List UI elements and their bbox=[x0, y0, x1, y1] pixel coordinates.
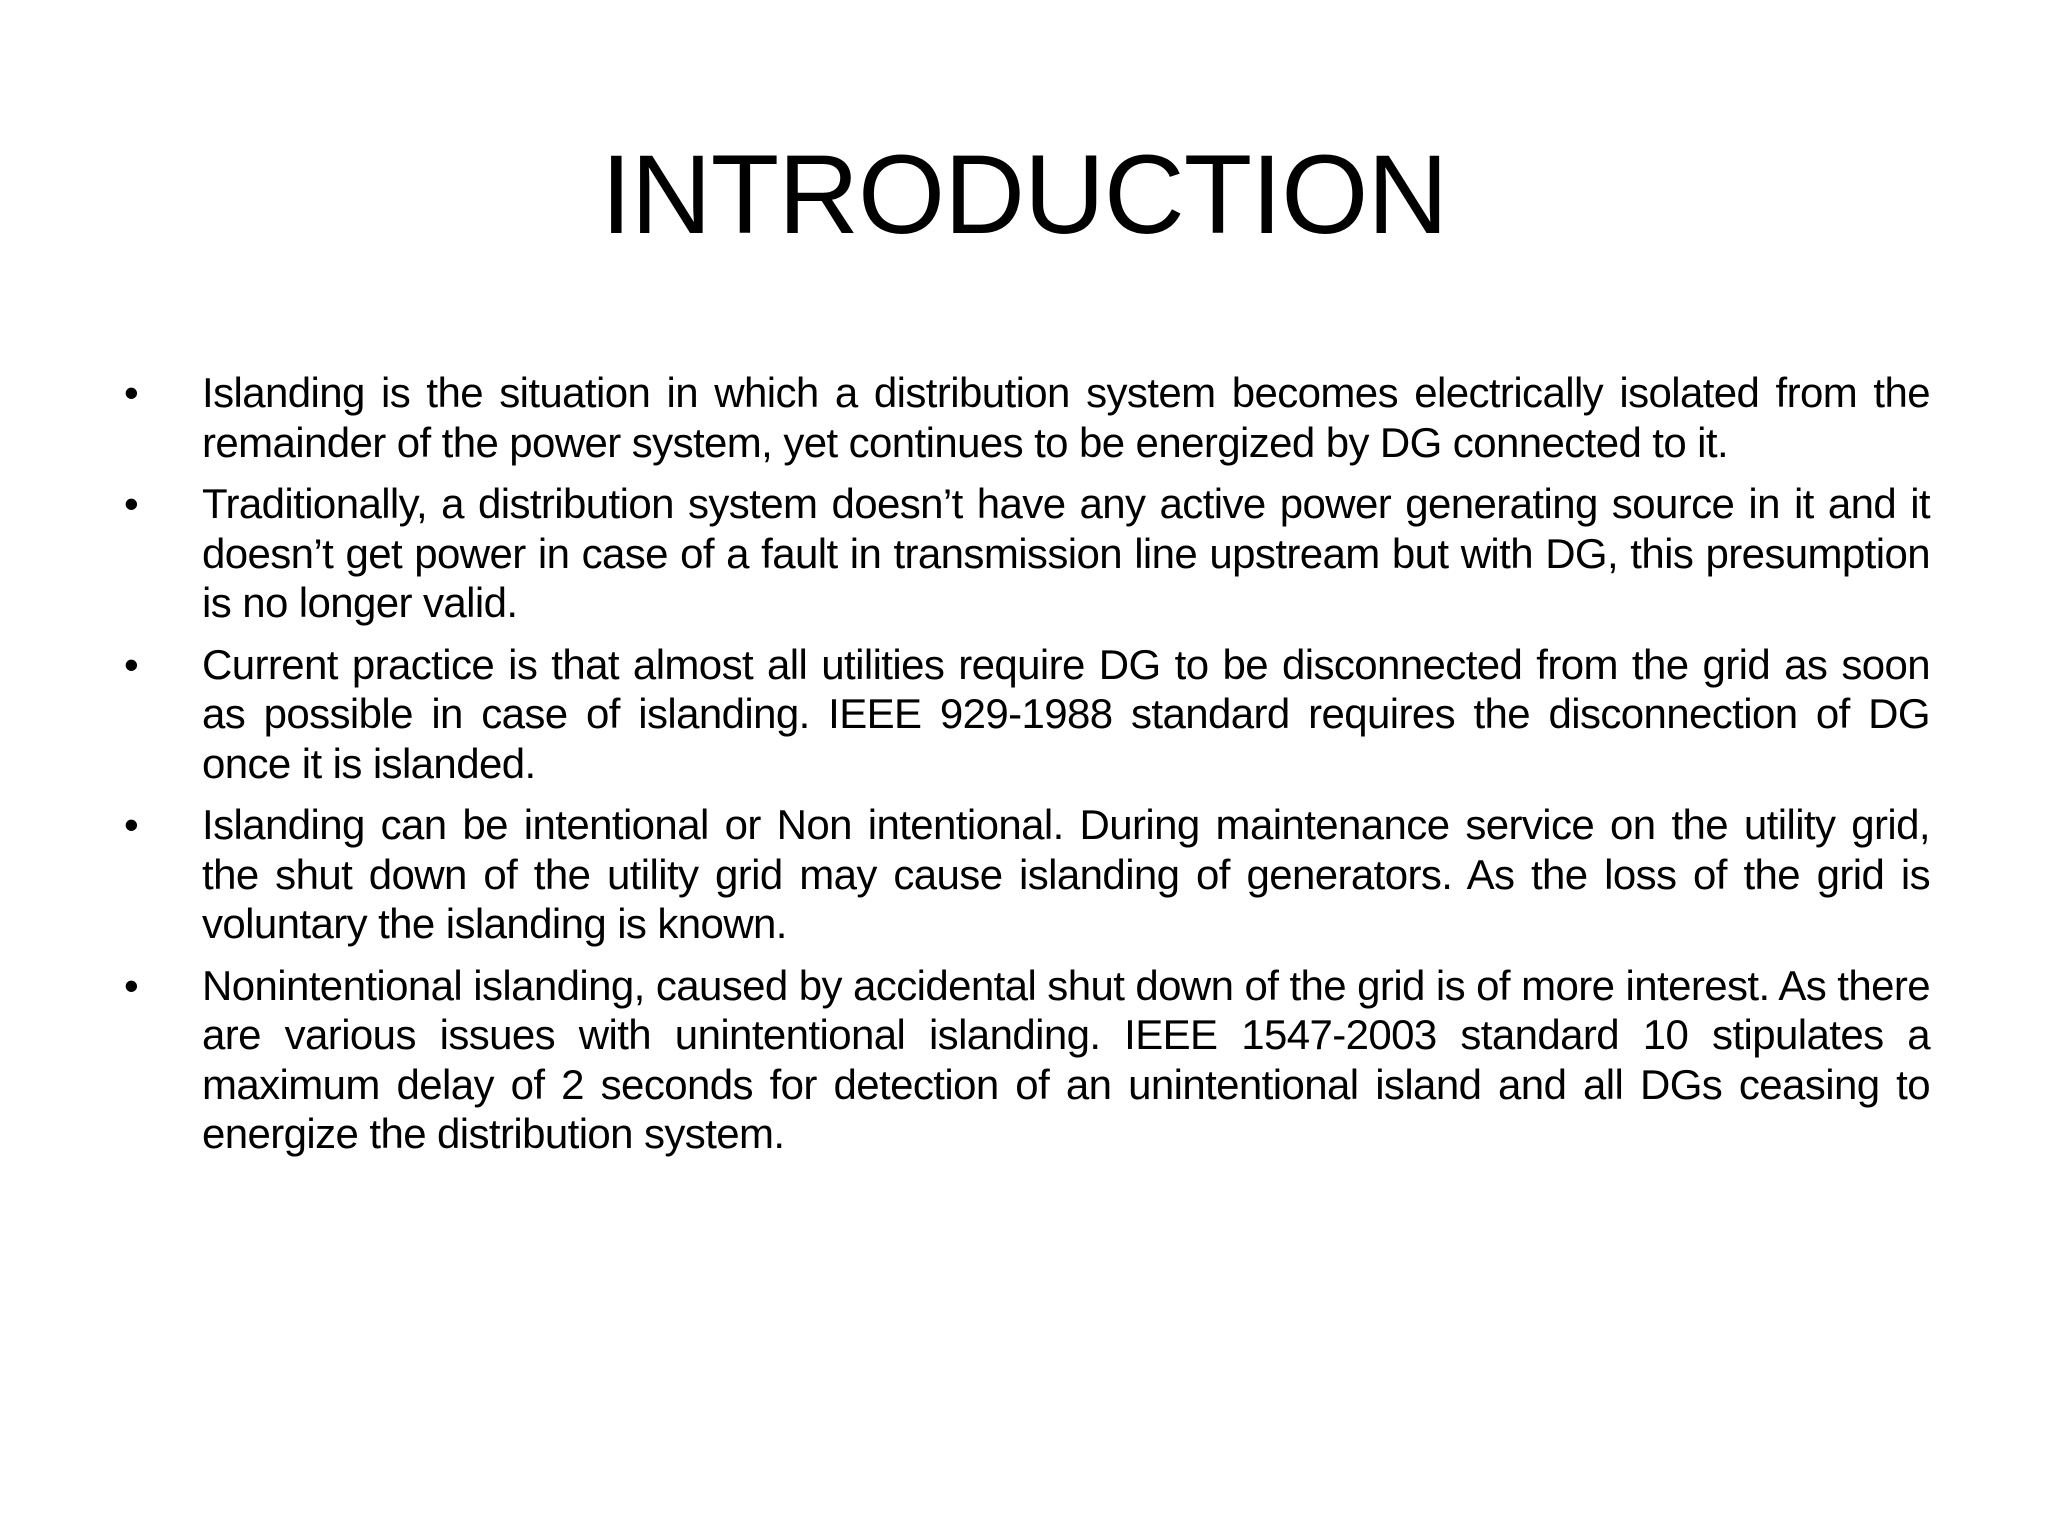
bullet-item bbox=[118, 961, 1930, 1159]
bullet-icon: • bbox=[124, 961, 139, 1009]
bullet-text: Current practice is that almost all utilities require DG to be disconnected from the grid as soon as possible in case of islanding. IEEE 929-1988 standard requires the disconnection of DG once it is islanded. bbox=[202, 640, 1930, 787]
bullet-item bbox=[118, 479, 1930, 628]
bullet-text: Nonintentional islanding, caused by accidental shut down of the grid is of more interest. As there are various issues with unintentional islanding. IEEE 1547-2003 standard 10 stipulates a maximum delay of 2 seconds for detection of an unintentional island and all DGs ceasing to energize the distribution system. bbox=[202, 961, 1930, 1157]
bullet-icon: • bbox=[124, 640, 139, 688]
bullet-text: Islanding is the situation in which a distribution system becomes electrically isolated from the remainder of the power system, yet continues to be energized by DG connected to it. bbox=[202, 369, 1930, 466]
bullet-text: Islanding can be intentional or Non intentional. During maintenance service on the utility grid, the shut down of the utility grid may cause islanding of generators. As the loss of the grid is voluntary the islanding is known. bbox=[202, 801, 1930, 947]
bullet-icon: • bbox=[124, 369, 139, 416]
bullet-icon: • bbox=[124, 801, 139, 848]
bullet-list bbox=[118, 368, 1930, 1171]
bullet-item bbox=[118, 640, 1930, 789]
bullet-item bbox=[118, 368, 1930, 467]
bullet-text: Traditionally, a distribution system doesn’t have any active power generating source in it and it doesn’t get power in case of a fault in transmission line upstream but with DG, this presumption is no longer valid. bbox=[202, 480, 1930, 626]
bullet-icon: • bbox=[124, 480, 139, 527]
bullet-item bbox=[118, 800, 1930, 949]
slide-title: INTRODUCTION bbox=[600, 132, 1448, 257]
